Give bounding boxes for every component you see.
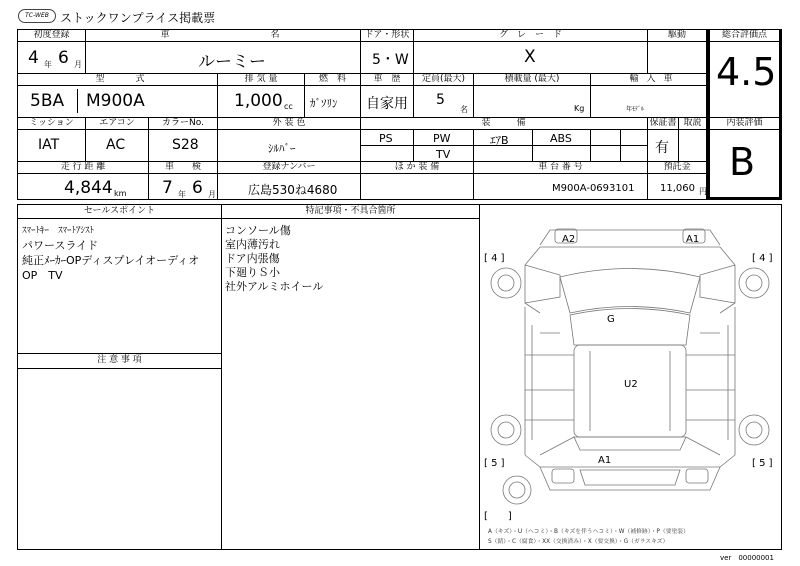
label-exterior-color: 外 装 色 [218, 118, 360, 129]
plate-number: 広島530ね4680 [248, 183, 338, 197]
legend-line-1: A（キズ）・U（ヘコミ）・B（キズを伴うヘコミ）・W（補修跡）・P（要塗装） [488, 529, 689, 535]
sales-line-2: パワースライド [22, 239, 99, 252]
label-load: 積載量 (最大) [474, 74, 590, 85]
inspection-year: 7 [162, 178, 173, 198]
bracket-left-top: [ 4 ] [484, 253, 505, 264]
first-reg-year: 4 [28, 48, 39, 68]
label-other-equip: ほ か 装 備 [361, 162, 473, 173]
mileage-unit: km [114, 189, 127, 198]
interior-score: B [729, 140, 756, 184]
mark-g-hood: G [607, 314, 615, 325]
exterior-color: ｼﾙﾊﾞｰ [268, 142, 296, 155]
mark-a2-front: A2 [562, 234, 576, 245]
label-chassis: 車 台 番 号 [474, 162, 647, 173]
legend-line-2: S（錆）・C（腐食）・XX（交換済み）・X（要交換）・G（ガラスキズ） [488, 539, 669, 545]
chassis-number: M900A-0693101 [552, 183, 635, 194]
logo [18, 9, 56, 23]
grade: X [524, 47, 536, 67]
total-score: 4.5 [716, 50, 777, 94]
remark-line-1: コンソール傷 [225, 224, 291, 237]
aircon: AC [106, 137, 126, 153]
warranty: 有 [655, 140, 669, 156]
label-drive: 駆動 [648, 30, 706, 41]
equip-1-4: ABS [550, 132, 572, 145]
remark-line-2: 室内薄汚れ [225, 238, 280, 251]
color-no: S28 [172, 137, 199, 153]
inspection-month-unit: 月 [208, 190, 216, 199]
main-grid [17, 29, 707, 200]
label-deposit: 預託金 [648, 162, 706, 173]
label-fuel: 燃 料 [305, 74, 360, 85]
label-displacement: 排 気 量 [218, 74, 304, 85]
car-diagram [480, 205, 781, 549]
label-manual: 取説 [679, 118, 706, 129]
equip-2-2: TV [436, 148, 451, 161]
sales-title: セールスポイント [18, 206, 221, 217]
car-name: ルーミー [198, 52, 266, 72]
import-model-year: 年ﾓﾃﾞﾙ [626, 106, 645, 113]
label-door-shape: ドア・形状 [361, 30, 413, 41]
mileage: 4,844 [64, 178, 113, 198]
displacement-unit: cc [284, 102, 293, 111]
sales-line-1: ｽﾏｰﾄｷｰ ｽﾏｰﾄｱｼｽﾄ [22, 226, 95, 236]
label-mission: ミッション [18, 118, 85, 129]
load-unit: Kg [574, 104, 585, 113]
model-code: M900A [86, 91, 145, 111]
label-mileage: 走 行 距 離 [18, 162, 148, 173]
label-grade: グ レ ー ド [414, 30, 647, 41]
logo-text: TC-WEB [25, 12, 49, 19]
sales-line-4: OP TV [22, 269, 63, 282]
first-reg-month: 6 [58, 48, 69, 68]
mark-a1-rear: A1 [598, 455, 612, 466]
vehicle-history: 自家用 [366, 96, 408, 112]
model-prefix: 5BA [30, 91, 65, 111]
inspection-year-unit: 年 [178, 190, 186, 199]
door-shape: 5・W [372, 52, 409, 68]
mark-u2-roof: U2 [624, 379, 638, 390]
label-aircon: エアコン [86, 118, 148, 129]
first-reg-year-unit: 年 [44, 60, 52, 69]
label-equip-1: 装 [481, 118, 491, 128]
mark-a1-front: A1 [686, 234, 700, 245]
remark-line-3: ドア内張傷 [225, 252, 280, 265]
deposit-unit: 円 [699, 187, 707, 196]
capacity: 5 [436, 92, 445, 108]
remarks-title: 特記事項・不具合箇所 [222, 206, 479, 217]
label-model-type-2: 式 [130, 74, 150, 85]
label-equip-2: 備 [516, 118, 526, 128]
label-plate: 登録ナンバー [218, 162, 360, 173]
label-inspection: 車 検 [149, 162, 217, 173]
equip-1-1: PS [379, 132, 393, 145]
equip-1-2: PW [433, 132, 451, 145]
version: ver 00000001 [720, 554, 774, 562]
bracket-right-bottom: [ 5 ] [752, 458, 773, 469]
label-name: 名 [260, 30, 290, 41]
displacement: 1,000 [234, 91, 283, 111]
equip-1-3: ｴｱB [490, 134, 509, 147]
label-car: 車 [150, 30, 180, 41]
inspection-month: 6 [192, 178, 203, 198]
label-warranty: 保証書 [649, 118, 677, 128]
first-reg-month-unit: 月 [74, 60, 82, 69]
remark-line-4: 下廻りＳ小 [225, 266, 280, 279]
remark-line-5: 社外アルミホイール [225, 280, 324, 293]
mission: IAT [38, 137, 60, 153]
page-title: ストックワンプライス掲載票 [60, 11, 216, 25]
label-color-no: カラーNo. [149, 118, 217, 129]
bracket-spare: [ ] [484, 511, 512, 522]
label-import-3: 車 [663, 74, 673, 84]
bracket-left-bottom: [ 5 ] [484, 458, 505, 469]
fuel: ｶﾞｿﾘﾝ [310, 97, 338, 110]
label-history: 車 歴 [361, 74, 413, 85]
label-import-2: 入 [646, 74, 656, 84]
label-interior-score: 内装評価 [710, 118, 779, 129]
sales-line-3: 純正ﾒｰｶｰOPディスプレイオーディオ [22, 254, 200, 267]
capacity-unit: 名 [460, 105, 468, 114]
label-total-score: 総合評価点 [710, 30, 779, 41]
bracket-right-top: [ 4 ] [752, 253, 773, 264]
label-model-type-1: 型 [90, 74, 110, 85]
label-first-registration: 初度登録 [18, 30, 85, 41]
deposit: 11,060 [660, 183, 695, 194]
notes-title: 注 意 事 項 [18, 355, 221, 366]
label-import-1: 輸 [629, 74, 639, 84]
label-capacity: 定員(最大) [414, 74, 473, 85]
